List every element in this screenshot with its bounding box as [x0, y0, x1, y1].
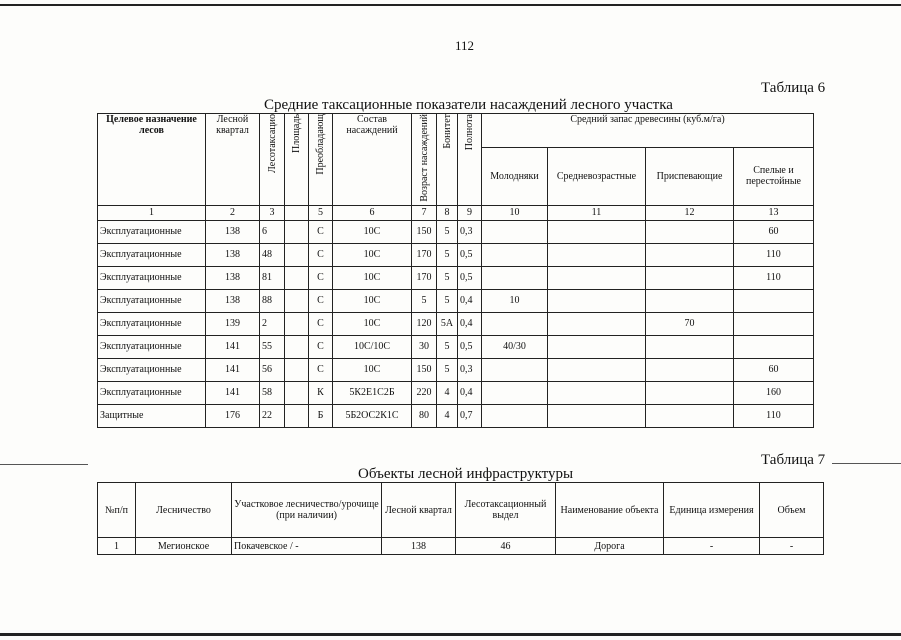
table7-caption: Таблица 7	[761, 452, 826, 468]
cell-middle	[548, 266, 646, 289]
cell-bonitet: 5	[437, 220, 458, 243]
cell-middle	[548, 243, 646, 266]
cell-ripening	[646, 335, 734, 358]
cell-bonitet: 4	[437, 404, 458, 427]
cell-ripening	[646, 289, 734, 312]
column-number: 6	[333, 205, 412, 220]
scan-line	[0, 464, 88, 465]
column-number: 7	[412, 205, 437, 220]
cell-allotment: 56	[260, 358, 285, 381]
table-row	[98, 358, 814, 381]
cell-dominant: С	[309, 266, 333, 289]
cell-age: 80	[412, 404, 437, 427]
cell-quarter: 138	[206, 289, 260, 312]
top-border-line	[0, 4, 901, 6]
cell-ripening	[646, 266, 734, 289]
cell-purpose: Эксплуатационные	[98, 289, 206, 312]
cell-area	[285, 220, 309, 243]
cell-dominant: С	[309, 220, 333, 243]
cell-density: 0,7	[458, 404, 482, 427]
cell-composition: 10С	[333, 312, 412, 335]
cell-dominant: С	[309, 289, 333, 312]
cell-purpose: Эксплуатационные	[98, 358, 206, 381]
cell-composition: 10С	[333, 289, 412, 312]
cell-dominant: С	[309, 335, 333, 358]
cell-quarter: 141	[206, 335, 260, 358]
cell-allotment: 88	[260, 289, 285, 312]
cell-age: 150	[412, 358, 437, 381]
cell-bonitet: 5	[437, 358, 458, 381]
column-number: 13	[734, 205, 814, 220]
cell-dominant: Б	[309, 404, 333, 427]
cell-middle	[548, 312, 646, 335]
cell-young	[482, 266, 548, 289]
cell-ripening	[646, 404, 734, 427]
cell-young	[482, 220, 548, 243]
cell-allotment: 22	[260, 404, 285, 427]
table7-cell: 1	[98, 538, 136, 555]
cell-young	[482, 358, 548, 381]
cell-ripening	[646, 381, 734, 404]
table-row	[98, 335, 814, 358]
cell-middle	[548, 335, 646, 358]
cell-area	[285, 358, 309, 381]
cell-density: 0,4	[458, 312, 482, 335]
table7-header-row	[98, 483, 824, 538]
column-number-row	[98, 205, 814, 220]
column-number: 2	[206, 205, 260, 220]
cell-age: 220	[412, 381, 437, 404]
cell-age: 170	[412, 266, 437, 289]
table-row	[98, 538, 824, 555]
cell-density: 0,5	[458, 243, 482, 266]
cell-mature: 160	[734, 381, 814, 404]
cell-dominant: К	[309, 381, 333, 404]
table-row	[98, 243, 814, 266]
cell-composition: 10С	[333, 358, 412, 381]
header-density: Полнота	[458, 114, 482, 206]
cell-density: 0,4	[458, 381, 482, 404]
cell-mature: 60	[734, 358, 814, 381]
cell-quarter: 141	[206, 381, 260, 404]
cell-density: 0,4	[458, 289, 482, 312]
table7-cell: Мегионское	[136, 538, 232, 555]
cell-area	[285, 243, 309, 266]
table6-body	[98, 220, 814, 427]
cell-age: 120	[412, 312, 437, 335]
table7-body	[98, 538, 824, 555]
cell-bonitet: 5	[437, 335, 458, 358]
cell-ripening: 70	[646, 312, 734, 335]
column-number-empty	[285, 205, 309, 220]
cell-ripening	[646, 243, 734, 266]
header-area: Площадь	[285, 114, 309, 206]
cell-density: 0,3	[458, 220, 482, 243]
cell-purpose: Эксплуатационные	[98, 266, 206, 289]
cell-bonitet: 5	[437, 266, 458, 289]
cell-mature: 110	[734, 404, 814, 427]
cell-ripening	[646, 220, 734, 243]
cell-mature	[734, 312, 814, 335]
cell-allotment: 55	[260, 335, 285, 358]
cell-allotment: 2	[260, 312, 285, 335]
cell-composition: 10С	[333, 243, 412, 266]
cell-purpose: Эксплуатационные	[98, 381, 206, 404]
table-row	[98, 266, 814, 289]
header-dominant: Преобладающ	[309, 114, 333, 206]
cell-dominant: С	[309, 312, 333, 335]
cell-composition: 10С	[333, 266, 412, 289]
table-row	[98, 312, 814, 335]
column-number: 12	[646, 205, 734, 220]
cell-ripening	[646, 358, 734, 381]
cell-density: 0,5	[458, 266, 482, 289]
cell-middle	[548, 220, 646, 243]
cell-young	[482, 312, 548, 335]
table7-header-cell: Наименование объекта	[556, 483, 664, 538]
table7-cell: Дорога	[556, 538, 664, 555]
cell-quarter: 176	[206, 404, 260, 427]
table7-header-cell: Лесничество	[136, 483, 232, 538]
table-row	[98, 404, 814, 427]
cell-density: 0,5	[458, 335, 482, 358]
cell-young: 10	[482, 289, 548, 312]
column-number: 3	[260, 205, 285, 220]
cell-composition: 10С	[333, 220, 412, 243]
cell-allotment: 48	[260, 243, 285, 266]
header-allotment: Лесотаксацио	[260, 114, 285, 206]
cell-bonitet: 5А	[437, 312, 458, 335]
header-young: Молодняки	[482, 147, 548, 205]
header-purpose: Целевое назначение лесов	[98, 114, 206, 206]
cell-middle	[548, 381, 646, 404]
cell-area	[285, 404, 309, 427]
table7-header-cell: Лесотаксационный выдел	[456, 483, 556, 538]
cell-age: 30	[412, 335, 437, 358]
column-number: 10	[482, 205, 548, 220]
cell-age: 5	[412, 289, 437, 312]
cell-young	[482, 381, 548, 404]
cell-area	[285, 312, 309, 335]
table6	[97, 113, 814, 428]
cell-purpose: Эксплуатационные	[98, 312, 206, 335]
cell-bonitet: 4	[437, 381, 458, 404]
column-number: 8	[437, 205, 458, 220]
bottom-border-line	[0, 633, 901, 636]
header-bonitet: Бонитет	[437, 114, 458, 206]
cell-area	[285, 266, 309, 289]
cell-allotment: 58	[260, 381, 285, 404]
cell-bonitet: 5	[437, 243, 458, 266]
cell-quarter: 138	[206, 220, 260, 243]
cell-composition: 5К2Е1С2Б	[333, 381, 412, 404]
cell-young	[482, 404, 548, 427]
column-number: 11	[548, 205, 646, 220]
table7-header-cell: Участковое лесничество/урочище (при наличии)	[232, 483, 382, 538]
table6-title: Средние таксационные показатели насаждений лесного участка	[264, 97, 673, 113]
cell-dominant: С	[309, 243, 333, 266]
cell-purpose: Эксплуатационные	[98, 335, 206, 358]
cell-quarter: 138	[206, 266, 260, 289]
table7-cell: -	[664, 538, 760, 555]
cell-allotment: 81	[260, 266, 285, 289]
table7-cell: Покачевское / -	[232, 538, 382, 555]
column-number: 5	[309, 205, 333, 220]
cell-dominant: С	[309, 358, 333, 381]
cell-composition: 5Б2ОС2К1С	[333, 404, 412, 427]
header-ripening: Приспевающие	[646, 147, 734, 205]
table-row	[98, 381, 814, 404]
cell-mature	[734, 289, 814, 312]
table6-caption: Таблица 6	[761, 80, 826, 96]
cell-composition: 10С/10С	[333, 335, 412, 358]
header-composition: Состав насаждений	[333, 114, 412, 206]
cell-mature: 110	[734, 266, 814, 289]
cell-area	[285, 381, 309, 404]
cell-quarter: 138	[206, 243, 260, 266]
cell-area	[285, 335, 309, 358]
cell-mature: 60	[734, 220, 814, 243]
table7-cell: 138	[382, 538, 456, 555]
table7-cell: 46	[456, 538, 556, 555]
table7-header-cell: №п/п	[98, 483, 136, 538]
cell-young	[482, 243, 548, 266]
header-middle: Средневозрастные	[548, 147, 646, 205]
cell-density: 0,3	[458, 358, 482, 381]
table-row	[98, 220, 814, 243]
cell-young: 40/30	[482, 335, 548, 358]
cell-middle	[548, 289, 646, 312]
table7	[97, 482, 824, 555]
cell-bonitet: 5	[437, 289, 458, 312]
table7-cell: -	[760, 538, 824, 555]
cell-middle	[548, 358, 646, 381]
table7-title: Объекты лесной инфраструктуры	[358, 466, 574, 482]
cell-age: 150	[412, 220, 437, 243]
cell-purpose: Эксплуатационные	[98, 243, 206, 266]
table7-header-cell: Объем	[760, 483, 824, 538]
cell-area	[285, 289, 309, 312]
cell-middle	[548, 404, 646, 427]
table-row	[98, 289, 814, 312]
cell-quarter: 141	[206, 358, 260, 381]
cell-quarter: 139	[206, 312, 260, 335]
cell-mature	[734, 335, 814, 358]
column-number: 1	[98, 205, 206, 220]
header-stock: Средний запас древесины (куб.м/га)	[482, 114, 814, 148]
cell-mature: 110	[734, 243, 814, 266]
table7-header-cell: Лесной квартал	[382, 483, 456, 538]
cell-purpose: Эксплуатационные	[98, 220, 206, 243]
cell-purpose: Защитные	[98, 404, 206, 427]
header-mature: Спелые и перестойные	[734, 147, 814, 205]
table7-header-cell: Единица измерения	[664, 483, 760, 538]
header-quarter: Лесной квартал	[206, 114, 260, 206]
scan-line	[832, 463, 901, 464]
header-age: Возраст насаждений	[412, 114, 437, 206]
cell-allotment: 6	[260, 220, 285, 243]
column-number: 9	[458, 205, 482, 220]
page-number: 112	[455, 38, 475, 53]
cell-age: 170	[412, 243, 437, 266]
